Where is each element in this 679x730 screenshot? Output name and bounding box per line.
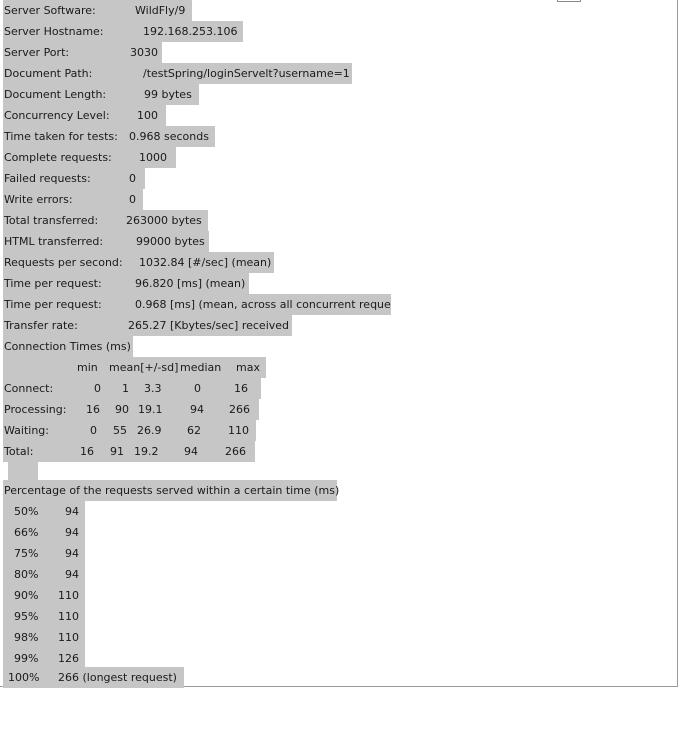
summary-label: Requests per second: (4, 256, 123, 269)
percentile-label: 95% (14, 610, 39, 623)
percentile-row (3, 564, 85, 585)
cell-mean: 91 (110, 445, 124, 458)
cell-median: 94 (190, 403, 204, 416)
cell-sd: 26.9 (137, 424, 162, 437)
cell-median: 94 (184, 445, 198, 458)
summary-label: Transfer rate: (4, 319, 78, 332)
percentile-value: 94 (65, 568, 79, 581)
summary-value: 1000 (139, 151, 167, 164)
connection-times-header (3, 357, 266, 378)
summary-line (3, 126, 215, 147)
summary-label: Failed requests: (4, 172, 91, 185)
row-label: Total: (4, 445, 34, 458)
percentile-value: 126 (58, 652, 79, 665)
summary-label: Complete requests: (4, 151, 112, 164)
summary-label: HTML transferred: (4, 235, 104, 248)
table-row (3, 399, 259, 420)
summary-line (3, 315, 292, 336)
percentile-row (3, 627, 85, 648)
column-header-mean: mean[+/-sd] (109, 361, 179, 374)
summary-value: 99 bytes (144, 88, 192, 101)
summary-line (3, 63, 352, 84)
summary-line (3, 147, 176, 168)
summary-value: 265.27 [Kbytes/sec] received (128, 319, 290, 332)
table-row (3, 378, 261, 399)
cell-mean: 55 (113, 424, 127, 437)
cell-max: 110 (228, 424, 249, 437)
summary-label: Server Software: (4, 4, 96, 17)
cell-median: 0 (194, 382, 201, 395)
connection-times-title-line (3, 336, 133, 357)
percentile-row (3, 501, 85, 522)
percentile-label: 98% (14, 631, 39, 644)
cell-max: 16 (234, 382, 248, 395)
percentile-row (3, 648, 85, 669)
summary-line (3, 273, 249, 294)
summary-line (3, 168, 145, 189)
summary-label: Document Path: (4, 67, 93, 80)
summary-value: 0.968 seconds (129, 130, 209, 143)
percentile-value: 94 (65, 526, 79, 539)
row-label: Connect: (4, 382, 54, 395)
percentile-value: 110 (58, 631, 79, 644)
summary-value: 0 (129, 172, 136, 185)
percentile-row (3, 522, 85, 543)
summary-line (3, 84, 199, 105)
summary-label: Write errors: (4, 193, 73, 206)
table-row (3, 441, 255, 462)
percentile-label: 66% (14, 526, 39, 539)
summary-label: Document Length: (4, 88, 107, 101)
cell-sd: 19.2 (134, 445, 159, 458)
percentile-row (3, 606, 85, 627)
summary-value: 263000 bytes (126, 214, 202, 227)
cell-mean: 1 (122, 382, 129, 395)
summary-value: WildFly/9 (135, 4, 186, 17)
cell-median: 62 (187, 424, 201, 437)
cell-sd: 3.3 (144, 382, 162, 395)
summary-value: 96.820 [ms] (mean) (135, 277, 246, 290)
cell-max: 266 (229, 403, 250, 416)
percentile-value: 110 (58, 589, 79, 602)
percentile-value: 266 (longest request) (58, 671, 177, 684)
table-row (3, 420, 256, 441)
cell-min: 0 (94, 382, 101, 395)
summary-value: 192.168.253.106 (143, 25, 238, 38)
percentile-label: 75% (14, 547, 39, 560)
summary-label: Server Hostname: (4, 25, 104, 38)
row-label: Waiting: (4, 424, 49, 437)
summary-line (3, 21, 243, 42)
percentile-label: 100% (8, 671, 40, 684)
summary-line (3, 42, 162, 63)
scroll-corner (557, 0, 581, 2)
cell-min: 16 (86, 403, 100, 416)
summary-line (3, 252, 274, 273)
summary-value: /testSpring/loginServelt?username=1 (143, 67, 350, 80)
summary-label: Server Port: (4, 46, 70, 59)
summary-value: 1032.84 [#/sec] (mean) (139, 256, 272, 269)
summary-value: 0.968 [ms] (mean, across all concurrent reque (135, 298, 391, 311)
percentile-row (3, 667, 184, 688)
cell-mean: 90 (115, 403, 129, 416)
summary-line (3, 105, 166, 126)
summary-line (3, 294, 391, 315)
summary-value: 100 (137, 109, 158, 122)
connection-times-title: Connection Times (ms) (4, 340, 131, 353)
summary-line (3, 231, 209, 252)
summary-line (3, 210, 208, 231)
percentile-label: 99% (14, 652, 39, 665)
percentile-value: 110 (58, 610, 79, 623)
summary-label: Total transferred: (4, 214, 99, 227)
summary-value: 99000 bytes (136, 235, 205, 248)
summary-label: Time per request: (4, 277, 102, 290)
percentile-row (3, 585, 85, 606)
summary-line (3, 189, 143, 210)
percentile-value: 94 (65, 505, 79, 518)
row-label: Processing: (4, 403, 67, 416)
summary-line (3, 0, 192, 21)
summary-label: Time per request: (4, 298, 102, 311)
percentile-label: 50% (14, 505, 39, 518)
column-header-max: max (236, 361, 260, 374)
cell-sd: 19.1 (138, 403, 163, 416)
cell-min: 16 (80, 445, 94, 458)
percentiles-title: Percentage of the requests served within a certain time (ms) (4, 484, 340, 497)
summary-label: Concurrency Level: (4, 109, 110, 122)
percentile-label: 80% (14, 568, 39, 581)
summary-value: 0 (129, 193, 136, 206)
percentile-row (3, 543, 85, 564)
percentile-value: 94 (65, 547, 79, 560)
summary-label: Time taken for tests: (4, 130, 118, 143)
percentile-label: 90% (14, 589, 39, 602)
column-header-min: min (77, 361, 98, 374)
percentiles-title-line (3, 480, 340, 501)
cell-min: 0 (90, 424, 97, 437)
column-header-median: median (180, 361, 222, 374)
summary-value: 3030 (130, 46, 158, 59)
cell-max: 266 (225, 445, 246, 458)
